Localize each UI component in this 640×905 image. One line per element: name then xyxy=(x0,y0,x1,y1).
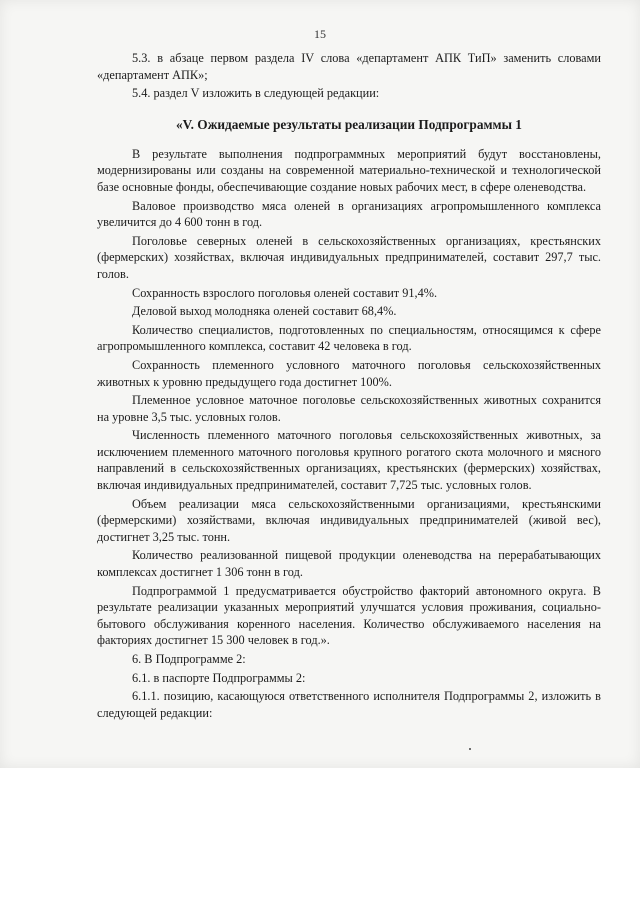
scan-speck xyxy=(469,748,471,750)
result-paragraph: В результате выполнения подпрограммных мероприятий будут восстановлены, модернизированы или созданы на современной материально-технической и технологической базе основные фонды, обеспечивающие создание новых рабочих мест, в сфере оленеводства. xyxy=(97,146,601,194)
result-paragraph: Объем реализации мяса сельскохозяйственными организациями, крестьянскими (фермерскими) хозяйствами, включая индивидуальных предпринимателей (живой вес), достигнет 3,25 тыс. тонн. xyxy=(97,496,601,544)
item-6-1-1: 6.1.1. позицию, касающуюся ответственного исполнителя Подпрограммы 2, изложить в следующей редакции: xyxy=(97,689,601,720)
result-paragraph: Деловой выход молодняка оленей составит 68,4%. xyxy=(132,304,397,319)
section-heading: «V. Ожидаемые результаты реализации Подпрограммы 1 xyxy=(176,116,522,132)
result-paragraph: Количество специалистов, подготовленных по специальностям, относящимся к сфере агропромышленного комплекса, составит 42 человека в год. xyxy=(97,322,601,354)
result-paragraph: Сохранность взрослого поголовья оленей составит 91,4%. xyxy=(132,285,438,300)
result-paragraph: Поголовье северных оленей в сельскохозяйственных организациях, крестьянских (фермерских) хозяйствах, включая индивидуальных предпринимателей, составит 297,7 тыс. голов. xyxy=(97,233,601,281)
page-number: 15 xyxy=(314,27,326,41)
paragraph-5-4: 5.4. раздел V изложить в следующей редакции: xyxy=(132,86,380,101)
result-paragraph: Численность племенного маточного поголовья сельскохозяйственных животных, за исключением племенного маточного поголовья крупного рогатого скота молочного и мясного направлений в сельскохозяйственных организациях, крестьянских (фермерских) хозяйствах, включая индивидуальных предпринимателей, составит 7,725 тыс. условных голов. xyxy=(97,428,601,493)
result-paragraph: Количество реализованной пищевой продукции оленеводства на перерабатывающих комплексах достигнет 1 306 тонн в год. xyxy=(97,548,601,580)
item-6: 6. В Подпрограмме 2: xyxy=(132,652,246,666)
result-paragraph: Сохранность племенного условного маточного поголовья сельскохозяйственных животных к уровню предыдущего года достигнет 100%. xyxy=(97,357,601,389)
result-paragraph: Племенное условное маточное поголовье сельскохозяйственных животных сохранится на уровне 3,5 тыс. условных голов. xyxy=(97,393,601,424)
item-6-1: 6.1. в паспорте Подпрограммы 2: xyxy=(132,670,306,685)
document-body xyxy=(97,50,601,721)
result-paragraph: Подпрограммой 1 предусматривается обустройство факторий автономного округа. В результате реализации указанных мероприятий улучшатся условия проживания, социально-бытового обслуживания коренного населения. Количество обслуживаемого населения на факториях достигнет 15 300 человек в год.». xyxy=(97,583,601,648)
paragraph-5-3: 5.3. в абзаце первом раздела IV слова «департамент АПК ТиП» заменить словами «департамент АПК»; xyxy=(97,51,601,82)
result-paragraph: Валовое производство мяса оленей в организациях агропромышленного комплекса увеличится до 4 600 тонн в год. xyxy=(97,198,601,230)
